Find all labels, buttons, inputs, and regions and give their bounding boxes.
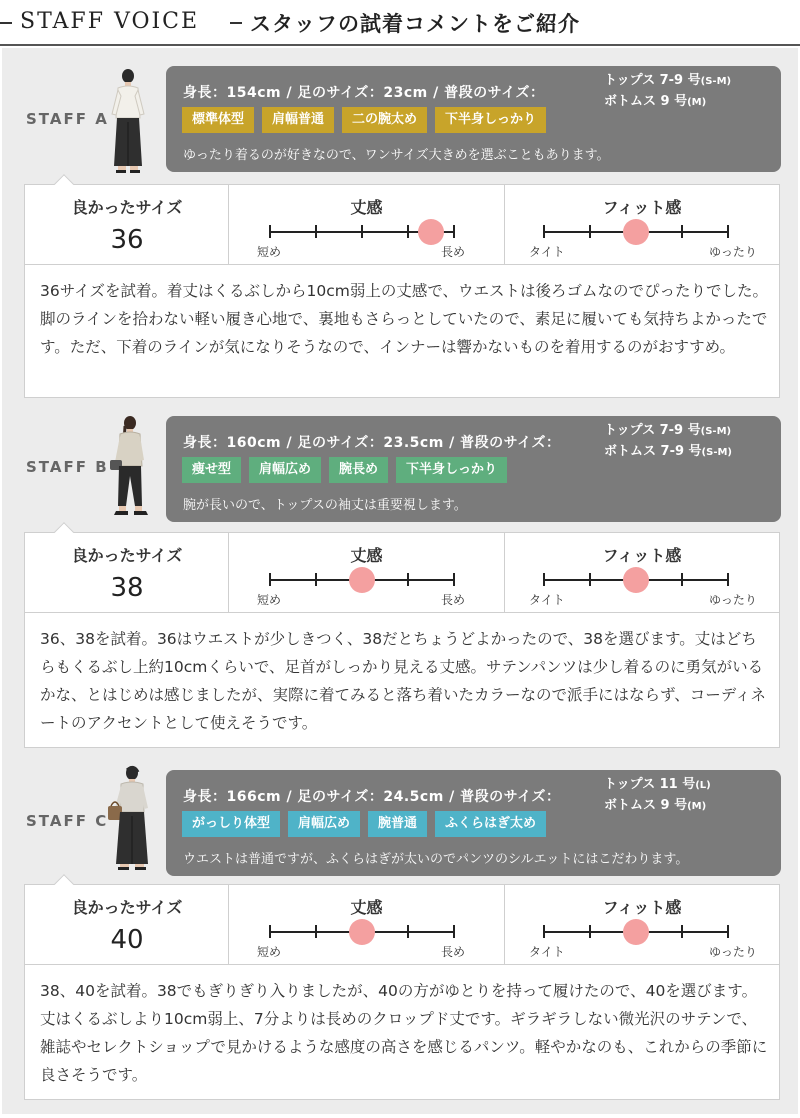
fit-min-label: タイト [529, 945, 565, 959]
body-tag: 下半身しっかり [435, 107, 546, 133]
fit-scale-cell [505, 885, 779, 964]
body-tag: 腕長め [329, 457, 388, 483]
usual-tops-size: (S-M) [700, 76, 732, 87]
body-tag: 二の腕太め [342, 107, 427, 133]
fit-marker [623, 219, 649, 245]
scale-tick [453, 225, 455, 238]
scale-tick [315, 573, 317, 586]
staff-b-profile: 身長：160cm / 足のサイズ：23.5cm / 普段のサイズ： [183, 435, 561, 451]
staff-a-tags [182, 107, 546, 133]
staff-c-comment: ウエストは普通ですが、ふくらはぎが太いのでパンツのシルエットにはこだわります。 [183, 852, 689, 867]
staff-c-info-box [166, 770, 781, 876]
header-dash-left [0, 22, 12, 24]
good-size-value: 36 [110, 225, 144, 255]
usual-bottoms: ボトムス 7-9 号 [604, 444, 702, 459]
staff-b-figure-image [106, 414, 156, 520]
scale-tick [407, 225, 409, 238]
header-subtitle: スタッフの試着コメントをご紹介 [250, 12, 580, 36]
usual-bottoms: ボトムス 9 号 [604, 94, 688, 109]
scale-tick [315, 225, 317, 238]
scale-tick [589, 225, 591, 238]
scale-tick [727, 225, 729, 238]
staff-c-tags [182, 811, 546, 837]
length-header: 丈感 [350, 898, 383, 917]
scale-tick [269, 925, 271, 938]
scale-tick [453, 925, 455, 938]
staff-b-usual-size [604, 421, 732, 463]
length-min-label: 短め [257, 245, 282, 259]
usual-bottoms-size: (S-M) [701, 447, 732, 458]
scale-tick [681, 573, 683, 586]
usual-tops: トップス 11 号 [604, 777, 696, 792]
body-tag: 肩幅広め [249, 457, 321, 483]
scale-tick [543, 573, 545, 586]
fit-marker [623, 567, 649, 593]
scale-tick [681, 225, 683, 238]
scale-tick [269, 225, 271, 238]
length-max-label: 長め [441, 945, 466, 959]
scale-tick [681, 925, 683, 938]
fit-header: フィット感 [602, 198, 682, 217]
body-tag: ふくらはぎ太め [435, 811, 546, 837]
staff-a-review-text: 36サイズを試着。着丈はくるぶしから10cm弱上の丈感で、ウエストは後ろゴムなのでぴったりでした。脚のラインを拾わない軽い履き心地で、裏地もさらっとしていたので、素足に履いても気持ちよかったです。ただ、下着のラインが気になりそうなので、インナーは響かないものを着用するのがおすすめ。 [40, 282, 769, 356]
staff-a-review-card [24, 184, 780, 398]
staff-c-review-card [24, 884, 780, 1100]
fit-max-label: ゆったり [709, 945, 757, 959]
staff-b-review-text: 36、38を試着。36はウエストが少しきつく、38だとちょうどよかったので、38を選びます。丈はどちらもくるぶし上約10cmくらいで、足首がしっかり見える丈感。サテンパンツは少し着るのに勇気がいるかな、とはじめは感じましたが、実際に着てみると落ち着いたカラーなので派手にはならず、コーディネートのアクセントとして使えそうです。 [40, 630, 767, 732]
staff-b-tags [182, 457, 507, 483]
good-size-cell [25, 185, 229, 264]
scale-tick [407, 573, 409, 586]
good-size-header: 良かったサイズ [71, 546, 183, 565]
size-summary-row [25, 533, 779, 613]
length-max-label: 長め [441, 245, 466, 259]
body-tag: 腕普通 [368, 811, 427, 837]
staff-a-usual-size [604, 71, 731, 113]
length-marker [349, 567, 375, 593]
section-header [0, 0, 800, 46]
scale-tick [589, 925, 591, 938]
usual-tops-size: (S-M) [700, 426, 732, 437]
usual-tops: トップス 7-9 号 [604, 423, 701, 438]
length-scale-cell [229, 885, 505, 964]
good-size-cell [25, 533, 229, 612]
size-summary-row [25, 885, 779, 965]
scale-tick [407, 925, 409, 938]
staff-a-comment: ゆったり着るのが好きなので、ワンサイズ大きめを選ぶこともあります。 [183, 148, 610, 163]
scale-tick [589, 573, 591, 586]
length-marker [349, 919, 375, 945]
good-size-cell [25, 885, 229, 964]
good-size-value: 38 [110, 573, 144, 603]
length-header: 丈感 [350, 198, 383, 217]
length-min-label: 短め [257, 593, 282, 607]
staff-a-profile: 身長：154cm / 足のサイズ：23cm / 普段のサイズ： [183, 85, 545, 101]
usual-tops: トップス 7-9 号 [604, 73, 701, 88]
staff-b-label: STAFF B [26, 458, 109, 476]
body-tag: 標準体型 [182, 107, 254, 133]
body-tag: 痩せ型 [182, 457, 241, 483]
size-summary-row [25, 185, 779, 265]
staff-b-review-card [24, 532, 780, 748]
scale-tick [269, 573, 271, 586]
staff-c-profile: 身長：166cm / 足のサイズ：24.5cm / 普段のサイズ： [183, 789, 561, 805]
usual-bottoms-size: (M) [687, 97, 707, 108]
fit-marker [623, 919, 649, 945]
staff-a-figure-image [104, 68, 152, 174]
length-min-label: 短め [257, 945, 282, 959]
fit-max-label: ゆったり [709, 245, 757, 259]
staff-c-review-text: 38、40を試着。38でもぎりぎり入りましたが、40の方がゆとりを持って履けたので、40を選びます。丈はくるぶしより10cm弱上、7分よりは長めのクロップド丈です。ギラギラしない微光沢のサテンで、雑誌やセレクトショップで見かけるような感度の高さを感じるパンツ。軽やかなのも、これからの季節に良さそうです。 [40, 982, 768, 1084]
body-tag: 肩幅広め [288, 811, 360, 837]
scale-tick [315, 925, 317, 938]
staff-a-label: STAFF A [26, 110, 109, 128]
fit-scale-cell [505, 533, 779, 612]
length-scale-cell [229, 533, 505, 612]
header-title: STAFF VOICE [20, 9, 200, 34]
fit-max-label: ゆったり [709, 593, 757, 607]
scale-tick [453, 573, 455, 586]
staff-voice-panel [2, 48, 798, 1114]
staff-c-usual-size [604, 775, 711, 817]
body-tag: 下半身しっかり [396, 457, 507, 483]
good-size-value: 40 [110, 925, 144, 955]
scale-tick [543, 925, 545, 938]
length-marker [418, 219, 444, 245]
body-tag: 肩幅普通 [262, 107, 334, 133]
body-tag: がっしり体型 [182, 811, 280, 837]
staff-c-figure-image [106, 764, 158, 872]
good-size-header: 良かったサイズ [71, 898, 183, 917]
scale-tick [543, 225, 545, 238]
scale-tick [727, 925, 729, 938]
scale-tick [727, 573, 729, 586]
header-dash-right [230, 22, 242, 24]
scale-tick [361, 225, 363, 238]
fit-header: フィット感 [602, 898, 682, 917]
length-header: 丈感 [350, 546, 383, 565]
staff-c-label: STAFF C [26, 812, 109, 830]
usual-tops-size: (L) [695, 780, 711, 791]
fit-scale-cell [505, 185, 779, 264]
usual-bottoms-size: (M) [687, 801, 707, 812]
length-max-label: 長め [441, 593, 466, 607]
length-scale-cell [229, 185, 505, 264]
staff-a-info-box [166, 66, 781, 172]
fit-min-label: タイト [529, 245, 565, 259]
staff-b-comment: 腕が長いので、トップスの袖丈は重要視します。 [183, 498, 467, 513]
staff-b-info-box [166, 416, 781, 522]
fit-min-label: タイト [529, 593, 565, 607]
good-size-header: 良かったサイズ [71, 198, 183, 217]
fit-header: フィット感 [602, 546, 682, 565]
usual-bottoms: ボトムス 9 号 [604, 798, 688, 813]
